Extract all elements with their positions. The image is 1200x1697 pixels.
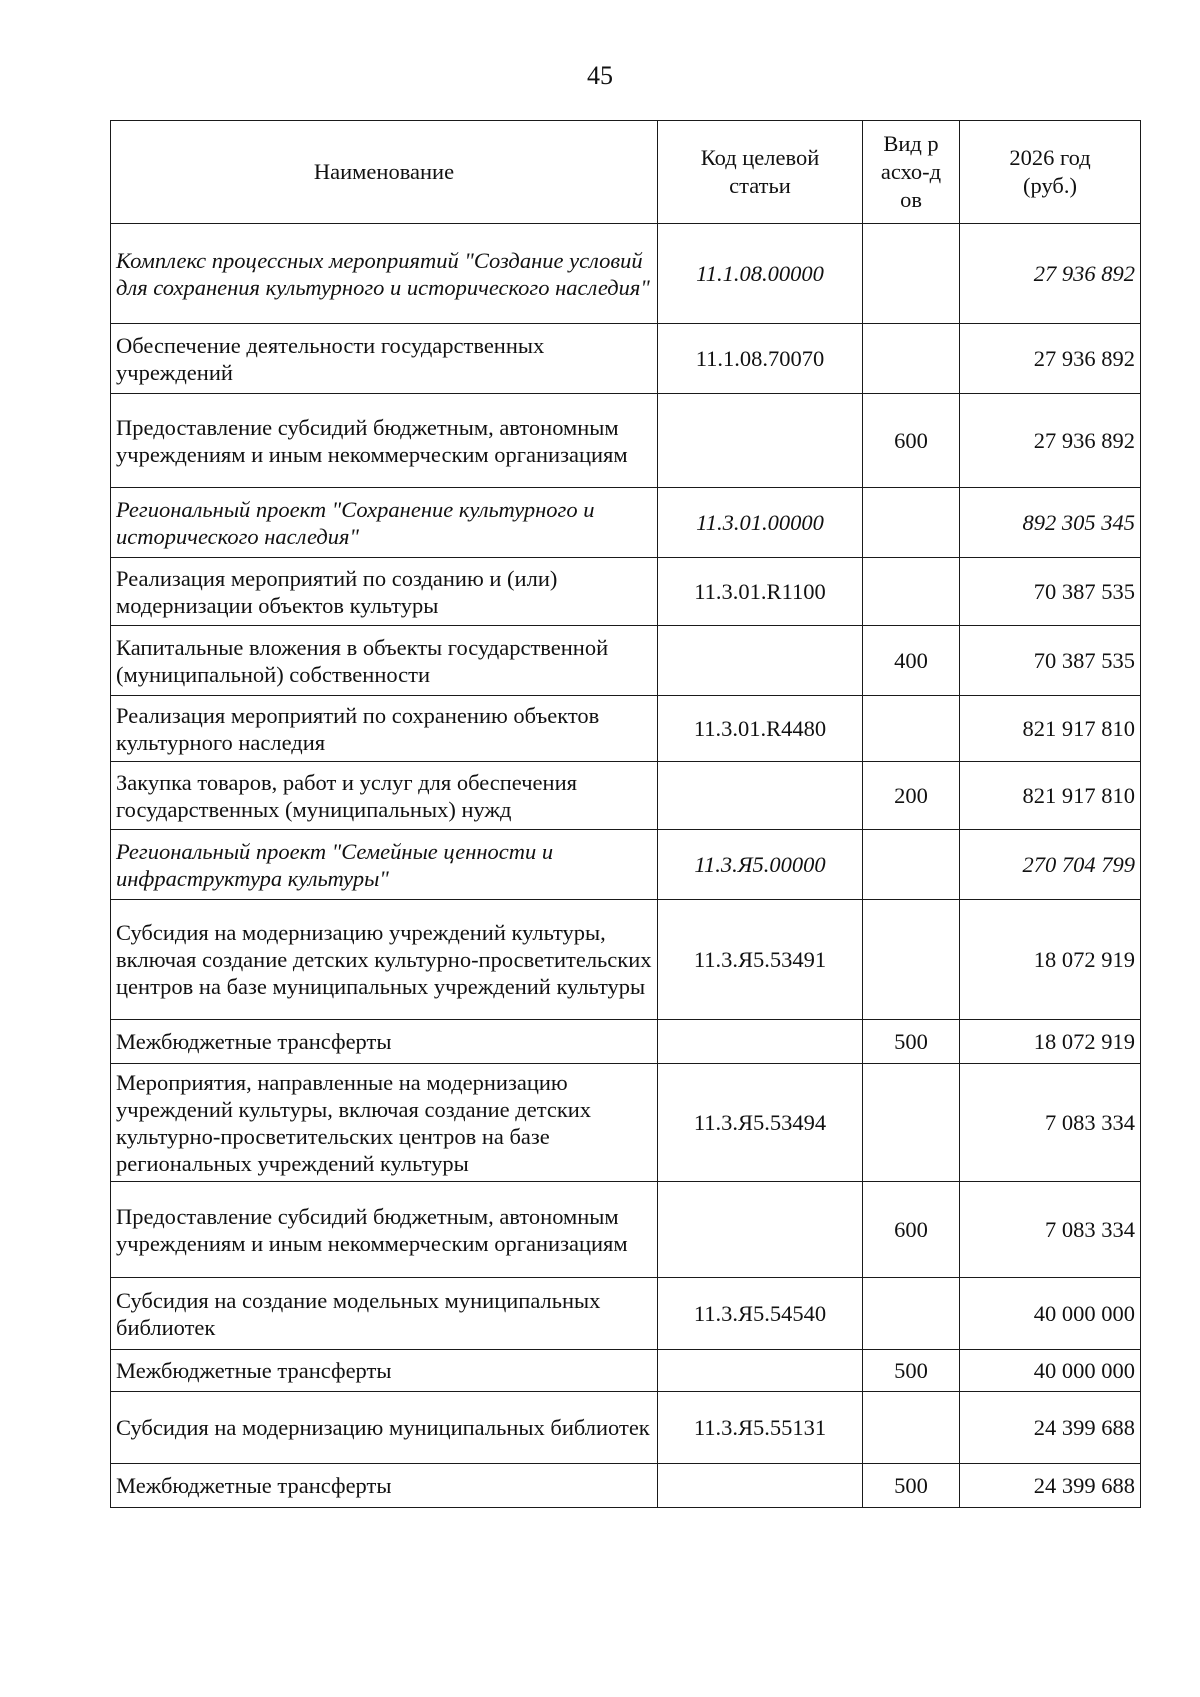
row-name-cell: Межбюджетные трансферты: [111, 1020, 658, 1064]
row-type-cell: 400: [863, 626, 960, 696]
row-type-cell: [863, 830, 960, 900]
row-amount-cell: 27 936 892: [960, 324, 1141, 394]
table-row: [111, 1392, 1141, 1464]
table-row: [111, 1350, 1141, 1392]
table-row: [111, 1020, 1141, 1064]
row-type-cell: [863, 324, 960, 394]
row-code-cell: 11.3.01.00000: [658, 488, 863, 558]
row-type-cell: 500: [863, 1020, 960, 1064]
row-name-cell: Межбюджетные трансферты: [111, 1464, 658, 1508]
table-row: [111, 830, 1141, 900]
table-row: [111, 696, 1141, 762]
row-code-cell: 11.3.Я5.54540: [658, 1278, 863, 1350]
row-amount-cell: 24 399 688: [960, 1392, 1141, 1464]
row-code-cell: [658, 626, 863, 696]
row-amount-cell: 7 083 334: [960, 1064, 1141, 1182]
row-amount-cell: 270 704 799: [960, 830, 1141, 900]
row-name-cell: Субсидия на создание модельных муниципальных библиотек: [111, 1278, 658, 1350]
header-code-text: Код целевой статьи: [700, 145, 820, 198]
row-type-cell: [863, 488, 960, 558]
row-name-cell: Мероприятия, направленные на модернизацию учреждений культуры, включая создание детских культурно-просветительских центров на базе региональных учреждений культуры: [111, 1064, 658, 1182]
row-amount-cell: 70 387 535: [960, 558, 1141, 626]
row-amount-cell: 892 305 345: [960, 488, 1141, 558]
table-row: [111, 900, 1141, 1020]
header-row: [111, 121, 1141, 224]
row-type-cell: 500: [863, 1464, 960, 1508]
header-type: [863, 121, 960, 224]
row-code-cell: [658, 1464, 863, 1508]
row-type-cell: [863, 1392, 960, 1464]
row-name-cell: Региональный проект "Сохранение культурного и исторического наследия": [111, 488, 658, 558]
row-code-cell: 11.3.Я5.53491: [658, 900, 863, 1020]
row-code-cell: 11.3.Я5.53494: [658, 1064, 863, 1182]
table-row: [111, 224, 1141, 324]
row-name-cell: Субсидия на модернизацию муниципальных библиотек: [111, 1392, 658, 1464]
row-code-cell: [658, 1182, 863, 1278]
table-row: [111, 558, 1141, 626]
header-amount: [960, 121, 1141, 224]
row-name-cell: Предоставление субсидий бюджетным, автономным учреждениям и иным некоммерческим организациям: [111, 1182, 658, 1278]
row-amount-cell: 40 000 000: [960, 1350, 1141, 1392]
header-type-text: Вид расхо-дов: [880, 131, 942, 212]
row-code-cell: [658, 1350, 863, 1392]
row-type-cell: 500: [863, 1350, 960, 1392]
row-code-cell: 11.3.01.R4480: [658, 696, 863, 762]
table-row: [111, 1064, 1141, 1182]
row-name-cell: Субсидия на модернизацию учреждений культуры, включая создание детских культурно-просветительских центров на базе муниципальных учреждений культуры: [111, 900, 658, 1020]
row-code-cell: 11.1.08.70070: [658, 324, 863, 394]
row-amount-cell: 40 000 000: [960, 1278, 1141, 1350]
row-name-cell: Закупка товаров, работ и услуг для обеспечения государственных (муниципальных) нужд: [111, 762, 658, 830]
row-amount-cell: 821 917 810: [960, 762, 1141, 830]
table-row: [111, 1182, 1141, 1278]
header-amount-text: 2026 год (руб.): [1009, 145, 1091, 198]
table-header: [111, 121, 1141, 224]
budget-table: [110, 120, 1141, 1508]
table-row: [111, 324, 1141, 394]
row-type-cell: [863, 224, 960, 324]
row-name-cell: Реализация мероприятий по сохранению объектов культурного наследия: [111, 696, 658, 762]
row-code-cell: 11.3.Я5.55131: [658, 1392, 863, 1464]
row-amount-cell: 27 936 892: [960, 394, 1141, 488]
row-type-cell: [863, 900, 960, 1020]
row-type-cell: 200: [863, 762, 960, 830]
row-amount-cell: 18 072 919: [960, 1020, 1141, 1064]
row-name-cell: Предоставление субсидий бюджетным, автономным учреждениям и иным некоммерческим организациям: [111, 394, 658, 488]
row-code-cell: 11.3.01.R1100: [658, 558, 863, 626]
table-row: [111, 394, 1141, 488]
page-number: 45: [587, 61, 613, 90]
row-code-cell: 11.1.08.00000: [658, 224, 863, 324]
row-name-cell: Реализация мероприятий по созданию и (или) модернизации объектов культуры: [111, 558, 658, 626]
row-name-cell: Региональный проект "Семейные ценности и инфраструктура культуры": [111, 830, 658, 900]
row-code-cell: 11.3.Я5.00000: [658, 830, 863, 900]
row-amount-cell: 70 387 535: [960, 626, 1141, 696]
row-name-cell: Капитальные вложения в объекты государственной (муниципальной) собственности: [111, 626, 658, 696]
row-amount-cell: 27 936 892: [960, 224, 1141, 324]
row-type-cell: 600: [863, 394, 960, 488]
row-name-cell: Межбюджетные трансферты: [111, 1350, 658, 1392]
row-type-cell: [863, 1064, 960, 1182]
row-code-cell: [658, 762, 863, 830]
row-type-cell: [863, 1278, 960, 1350]
table-row: [111, 488, 1141, 558]
row-name-cell: Обеспечение деятельности государственных учреждений: [111, 324, 658, 394]
row-amount-cell: 7 083 334: [960, 1182, 1141, 1278]
row-type-cell: [863, 558, 960, 626]
row-amount-cell: 18 072 919: [960, 900, 1141, 1020]
row-type-cell: 600: [863, 1182, 960, 1278]
table-row: [111, 762, 1141, 830]
row-code-cell: [658, 1020, 863, 1064]
row-code-cell: [658, 394, 863, 488]
row-amount-cell: 821 917 810: [960, 696, 1141, 762]
row-name-cell: Комплекс процессных мероприятий "Создание условий для сохранения культурного и исторического наследия": [111, 224, 658, 324]
row-type-cell: [863, 696, 960, 762]
row-amount-cell: 24 399 688: [960, 1464, 1141, 1508]
table-row: [111, 626, 1141, 696]
table-row: [111, 1464, 1141, 1508]
header-name: Наименование: [111, 121, 658, 224]
table-row: [111, 1278, 1141, 1350]
table-body: [111, 224, 1141, 1508]
header-code: [658, 121, 863, 224]
